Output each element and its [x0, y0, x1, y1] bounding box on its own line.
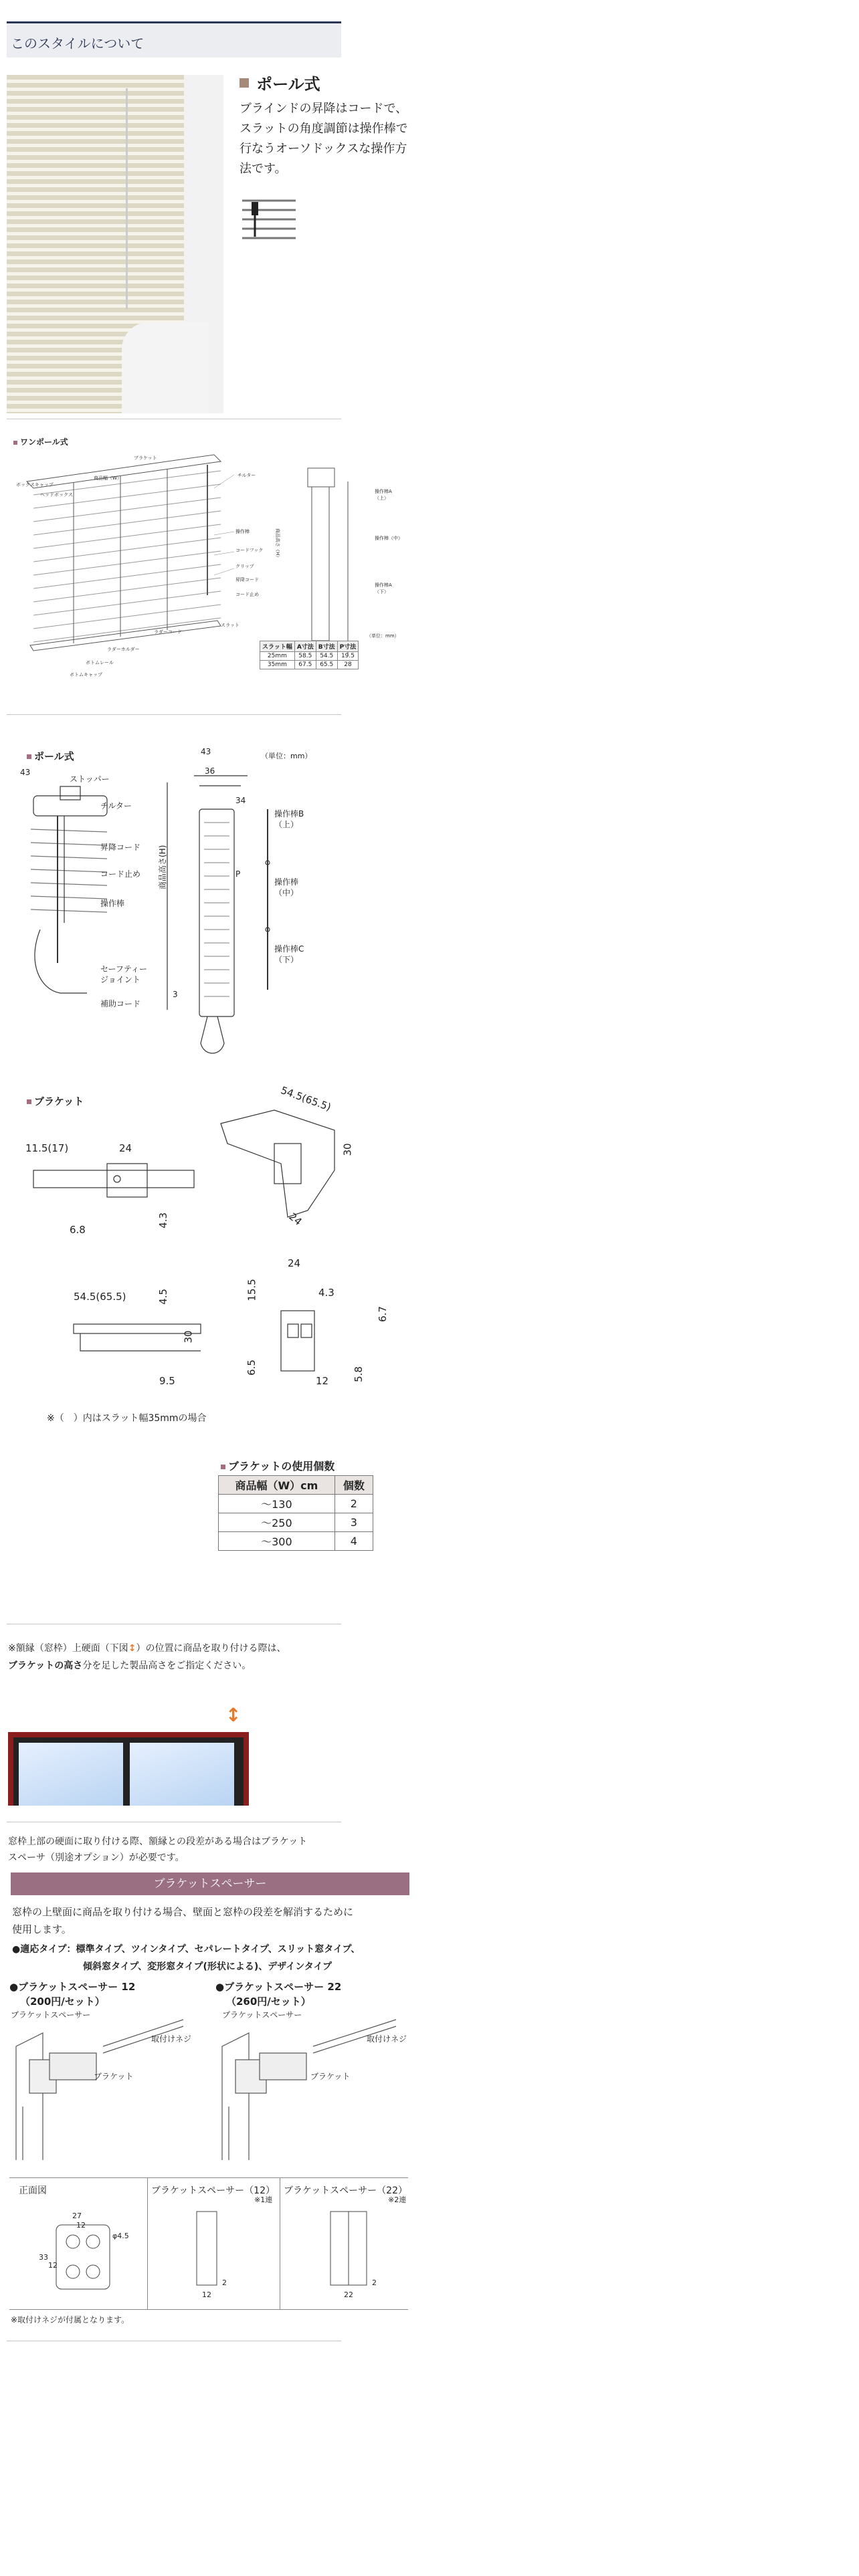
table-header: P寸法	[337, 641, 359, 652]
dim-2b: 2	[372, 2278, 377, 2287]
dim-4-3a: 4.3	[157, 1212, 169, 1228]
rod-mid-label: 操作棒（中）	[375, 536, 403, 541]
table-header-row	[260, 641, 359, 652]
bullet-icon	[27, 754, 31, 759]
table-cell: 67.5	[294, 661, 316, 669]
dim-12-front: 12	[76, 2221, 86, 2230]
product-width-label: 商品幅（W）	[94, 475, 122, 481]
table-header: 個数	[335, 1476, 373, 1495]
tilter-label: チルター	[237, 473, 256, 478]
spacer-banner-text: ブラケットスペーサー	[153, 1877, 267, 1891]
pole-diagram	[20, 762, 368, 1057]
bottom-cap-label: ボトムキャップ	[70, 672, 102, 677]
table-cell: ～300	[219, 1532, 335, 1551]
dim-33: 33	[39, 2253, 48, 2262]
rod-a-top-label: 操作棒A（上）	[375, 489, 392, 501]
table-header: A寸法	[294, 641, 316, 652]
spacer12-price: （200円/セット）	[20, 1996, 105, 2008]
table-cell: ～250	[219, 1513, 335, 1532]
one-pole-title: ワンポール式	[20, 437, 68, 447]
head-box-label: ヘッドボックス	[40, 492, 73, 498]
product-height-label: 商品高さ(H)	[158, 845, 167, 889]
frame-note-line1b: ）の位置に商品を取り付ける際は、	[136, 1643, 286, 1654]
bracket-label: ブラケット	[134, 455, 157, 461]
aux-cord-label: 補助コード	[100, 999, 141, 1008]
dim-p: P	[235, 869, 241, 879]
lift-cord-label: 昇降コード	[235, 577, 259, 582]
spacer12-title: ●ブラケットスペーサー 12	[9, 1981, 136, 1993]
safety-joint-label-2: ジョイント	[100, 975, 140, 984]
dim-11-5: 11.5(17)	[25, 1142, 69, 1154]
dim-24a: 24	[119, 1142, 132, 1154]
window-illustration	[8, 1705, 249, 1806]
dim-24c: 24	[288, 1257, 301, 1269]
dim-22: 22	[344, 2290, 353, 2299]
section-header	[7, 21, 341, 58]
lift-cord-label: 昇降コード	[100, 843, 141, 852]
rod-c-label: 操作棒C	[274, 944, 304, 954]
table-cell: 65.5	[316, 661, 337, 669]
spacer-note-line2: スペーサ（別途オプション）が必要です。	[8, 1852, 185, 1863]
dim-15-5: 15.5	[246, 1279, 258, 1301]
slat-dimension-table	[260, 641, 359, 669]
dim-9-5: 9.5	[159, 1375, 175, 1387]
bracket-count-title: ブラケットの使用個数	[228, 1460, 335, 1473]
rod-mid-label-2: （中）	[274, 888, 299, 897]
spacer-note-line1: 窓枠上部の硬面に取り付ける際、額縁との段差がある場合はブラケット	[8, 1836, 308, 1847]
dim-3: 3	[173, 990, 178, 999]
dim-12: 12	[316, 1375, 329, 1387]
spacer12-heading	[9, 1979, 135, 2009]
spacer22-price: （260円/セット）	[226, 1996, 311, 2008]
table-row	[219, 1513, 373, 1532]
safety-joint-label: セーフティー	[100, 964, 147, 974]
pole-icon	[242, 195, 296, 249]
table-row	[219, 1495, 373, 1513]
frame-note-line1: ※額縁（窓枠）上硬面（下図	[8, 1643, 128, 1654]
operation-rod-label: 操作棒	[235, 529, 250, 534]
dim-30a: 30	[341, 1143, 354, 1156]
table-cell: 4	[335, 1532, 373, 1551]
tilter-label: チルター	[100, 801, 132, 811]
rod-c-label-2: （下）	[274, 955, 299, 964]
spacer22-illustration	[215, 2006, 409, 2160]
spacer-types-line2: 傾斜窓タイプ、変形窓タイプ(形状による)、デザインタイプ	[83, 1961, 332, 1972]
operation-rod-label: 操作棒	[100, 899, 125, 908]
dim-4-3b: 4.3	[318, 1287, 335, 1299]
table-cell: 35mm	[260, 661, 295, 669]
spacer22-title: ●ブラケットスペーサー 22	[215, 1981, 342, 1993]
dim-27: 27	[72, 2212, 82, 2220]
table-cell: 28	[337, 661, 359, 669]
dim-30b: 30	[182, 1330, 195, 1344]
spacer-desc-line1: 窓枠の上壁面に商品を取り付ける場合、壁面と窓枠の段差を解消するために	[12, 1906, 354, 1918]
dim-phi-4-5: φ4.5	[112, 2232, 129, 2240]
dim-24b: 24	[286, 1210, 304, 1228]
spacer12-screw-label: 取付けネジ	[151, 2034, 192, 2044]
ladder-holder-label: ラダーホルダー	[107, 647, 140, 652]
table-row	[260, 652, 359, 661]
bracket-title: ブラケット	[34, 1095, 84, 1107]
section-title: このスタイルについて	[11, 35, 145, 51]
front-view-label: 正面図	[19, 2185, 47, 2196]
table-cell: 2	[335, 1495, 373, 1513]
arrow-icon: ↕	[225, 1704, 242, 1726]
spacer-note	[8, 1834, 307, 1866]
table-header: B寸法	[316, 641, 337, 652]
table-cell: 25mm	[260, 652, 295, 661]
bracket-count-table	[218, 1475, 373, 1551]
table-row	[260, 661, 359, 669]
pole-diagram-title: ポール式	[34, 750, 74, 762]
spacer-types-line1: ●適応タイプ：標準タイプ、ツインタイプ、セパレートタイプ、スリット窓タイプ、	[12, 1944, 361, 1955]
dim-43: 43	[20, 768, 31, 777]
bracket-note: ※（ ）内はスラット幅35mmの場合	[47, 1413, 207, 1424]
spacer22-heading	[215, 1979, 341, 2009]
bottom-rail-label: ボトムレール	[86, 660, 114, 665]
dim-54-5b: 54.5(65.5)	[74, 1291, 126, 1303]
dim-34: 34	[235, 796, 246, 805]
ladder-cord-label: ラダーコード	[154, 629, 182, 635]
table-cell: 3	[335, 1513, 373, 1532]
cord-hook-label: コードフック	[235, 548, 264, 553]
divider	[7, 714, 341, 715]
table-row	[219, 1532, 373, 1551]
dim-12c: 12	[202, 2290, 211, 2299]
cord-stop-label: コード止め	[100, 869, 141, 879]
spacer-banner	[11, 1872, 409, 1895]
frame-note-bold: ブラケットの高さ	[8, 1660, 83, 1671]
spacer-footnote: ※取付けネジが付属となります。	[11, 2315, 130, 2325]
pole-description: ブラインドの昇降はコードで、スラットの角度調節は操作棒で行なうオーソドックスな操作方法です。	[240, 102, 408, 176]
product-photo	[7, 75, 223, 413]
double-arrow-icon: ↕	[128, 1643, 136, 1654]
dim-54-5a: 54.5(65.5)	[279, 1084, 333, 1113]
dim-6-5: 6.5	[245, 1360, 258, 1376]
product-height-label: 商品高さ（H）	[275, 528, 280, 560]
spacer22-col-label: ブラケットスペーサー（22）	[284, 2185, 407, 2196]
slat-label: スラット	[221, 623, 240, 628]
frame-note-line2: 分を足した製品高さをご指定ください。	[82, 1660, 252, 1671]
table-header: 商品幅（W）cm	[219, 1476, 335, 1495]
pole-diagram-unit: （単位：mm）	[261, 752, 312, 760]
table-header-row	[219, 1476, 373, 1495]
dim-43-top: 43	[201, 747, 211, 756]
dim-36: 36	[205, 766, 215, 776]
spacer-drawing-table	[9, 2177, 408, 2310]
clip-label: クリップ	[235, 564, 254, 569]
stopper-label: ストッパー	[70, 774, 110, 784]
table-cell: 54.5	[316, 652, 337, 661]
table-cell: ～130	[219, 1495, 335, 1513]
rod-mid-label: 操作棒	[274, 877, 299, 887]
spacer22-label: ブラケットスペーサー	[222, 2010, 302, 2020]
spacer-desc-line2: 使用します。	[12, 1923, 72, 1935]
spacer12-label: ブラケットスペーサー	[11, 2010, 91, 2020]
spacer12-bracket-label: ブラケット	[94, 2072, 134, 2081]
spacer-types	[12, 1941, 360, 1975]
spacer22-note: ※2連	[388, 2195, 407, 2204]
spacer12-col-label: ブラケットスペーサー（12）	[151, 2185, 275, 2196]
dim-2a: 2	[222, 2278, 227, 2287]
box-cap-label: ボックスキャップ	[16, 482, 54, 488]
one-pole-unit: （単位：mm）	[367, 633, 399, 639]
table-header: スラット幅	[260, 641, 295, 652]
rod-b-label-2: （上）	[274, 820, 299, 829]
pole-heading: ポール式	[256, 75, 320, 94]
table-cell: 58.5	[294, 652, 316, 661]
table-cell: 19.5	[337, 652, 359, 661]
dim-4-5: 4.5	[157, 1289, 169, 1305]
spacer12-illustration	[9, 2006, 203, 2160]
spacer22-screw-label: 取付けネジ	[367, 2034, 407, 2044]
spacer12-note: ※1連	[254, 2195, 273, 2204]
spacer22-bracket-label: ブラケット	[310, 2072, 351, 2081]
heading-square-icon	[240, 78, 249, 88]
dim-6-8: 6.8	[70, 1224, 86, 1236]
dim-5-8: 5.8	[352, 1366, 365, 1382]
dim-6-7: 6.7	[376, 1306, 389, 1322]
cord-stop-label: コード止め	[235, 592, 259, 597]
rod-a-bottom-label: 操作棒A（下）	[375, 582, 392, 595]
spacer-description	[12, 1903, 413, 1938]
frame-note	[8, 1640, 356, 1675]
dim-12-side: 12	[48, 2261, 58, 2270]
bullet-icon	[221, 1465, 225, 1469]
rod-b-label: 操作棒B	[274, 809, 304, 819]
